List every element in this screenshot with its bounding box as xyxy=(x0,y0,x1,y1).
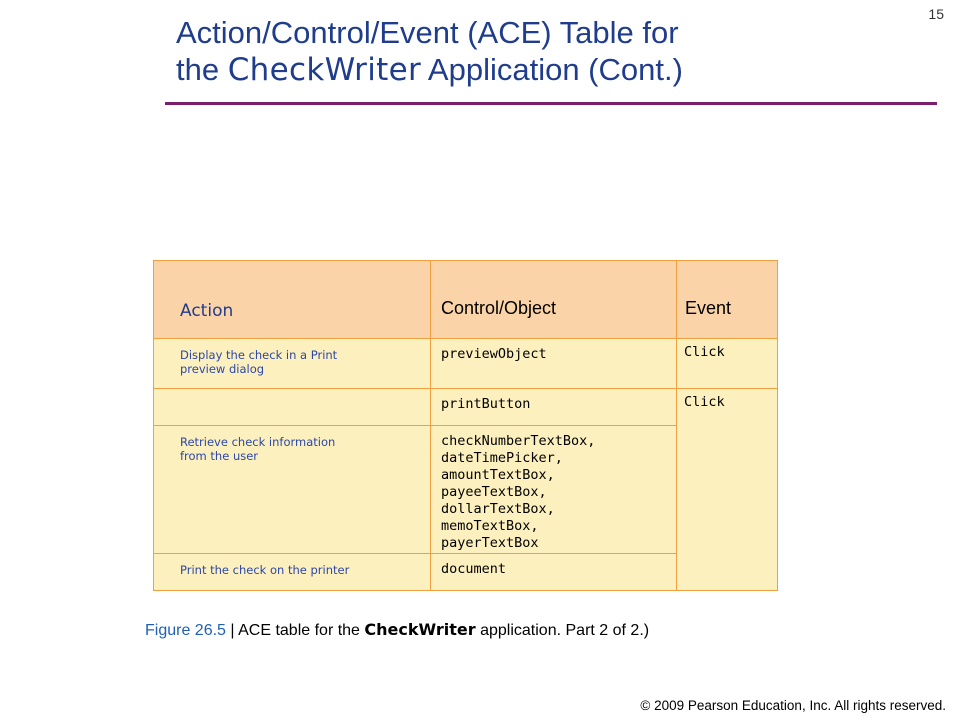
control-name: payerTextBox xyxy=(441,535,539,551)
table-header-row xyxy=(154,261,778,339)
action-cell xyxy=(154,426,431,554)
header-event: Event xyxy=(685,298,732,318)
action-text xyxy=(154,389,430,398)
control-list xyxy=(431,389,676,413)
action-text: Retrieve check information from the user xyxy=(180,435,336,463)
control-cell xyxy=(431,339,677,389)
control-name: amountTextBox, xyxy=(441,467,555,483)
control-cell xyxy=(431,426,677,554)
caption-prefix: ACE table for the xyxy=(238,622,365,639)
copyright-symbol: © xyxy=(640,698,651,713)
event-text: Click xyxy=(684,394,725,410)
copyright-text: 2009 Pearson Education, Inc. All rights reserved. xyxy=(654,698,946,713)
table-row xyxy=(154,389,778,426)
control-name: dateTimePicker, xyxy=(441,450,563,466)
control-cell xyxy=(431,389,677,426)
title-app-name: CheckWriter xyxy=(227,52,421,88)
caption-separator: | xyxy=(225,622,239,639)
control-name: payeeTextBox, xyxy=(441,484,547,500)
figure-caption xyxy=(145,620,905,640)
header-cell-action xyxy=(154,261,431,339)
control-name: checkNumberTextBox, xyxy=(441,433,596,449)
header-cell-event xyxy=(677,261,778,339)
event-cell xyxy=(677,389,778,591)
control-name: document xyxy=(441,561,507,577)
control-list xyxy=(431,339,676,363)
control-name: memoTextBox, xyxy=(441,518,539,534)
title-divider xyxy=(165,102,937,105)
control-cell xyxy=(431,554,677,591)
control-list xyxy=(431,426,676,552)
copyright-footer xyxy=(640,698,946,713)
event-cell xyxy=(677,339,778,389)
caption-app-name: CheckWriter xyxy=(364,620,476,639)
action-cell xyxy=(154,389,431,426)
control-name: previewObject xyxy=(441,346,547,362)
control-name: dollarTextBox, xyxy=(441,501,555,517)
event-text: Click xyxy=(684,344,725,360)
title-line-1: Action/Control/Event (ACE) Table for xyxy=(176,15,679,50)
action-text: Display the check in a Print preview dialog xyxy=(180,348,338,376)
header-cell-control xyxy=(431,261,677,339)
figure-label: Figure 26.5 xyxy=(145,622,226,639)
title-line-2-prefix: the xyxy=(176,52,220,87)
title-line-2-suffix: Application (Cont.) xyxy=(427,52,683,87)
action-cell xyxy=(154,554,431,591)
slide-title xyxy=(176,14,876,89)
header-control: Control/Object xyxy=(441,298,557,318)
control-list xyxy=(431,554,676,578)
caption-suffix: application. Part 2 of 2.) xyxy=(475,622,650,639)
table-row xyxy=(154,339,778,389)
control-name: printButton xyxy=(441,396,531,412)
header-action: Action xyxy=(180,301,234,321)
slide-number: 15 xyxy=(928,6,944,22)
action-text: Print the check on the printer xyxy=(180,563,350,577)
title-line-2 xyxy=(176,51,876,89)
action-cell xyxy=(154,339,431,389)
ace-table xyxy=(153,260,778,591)
